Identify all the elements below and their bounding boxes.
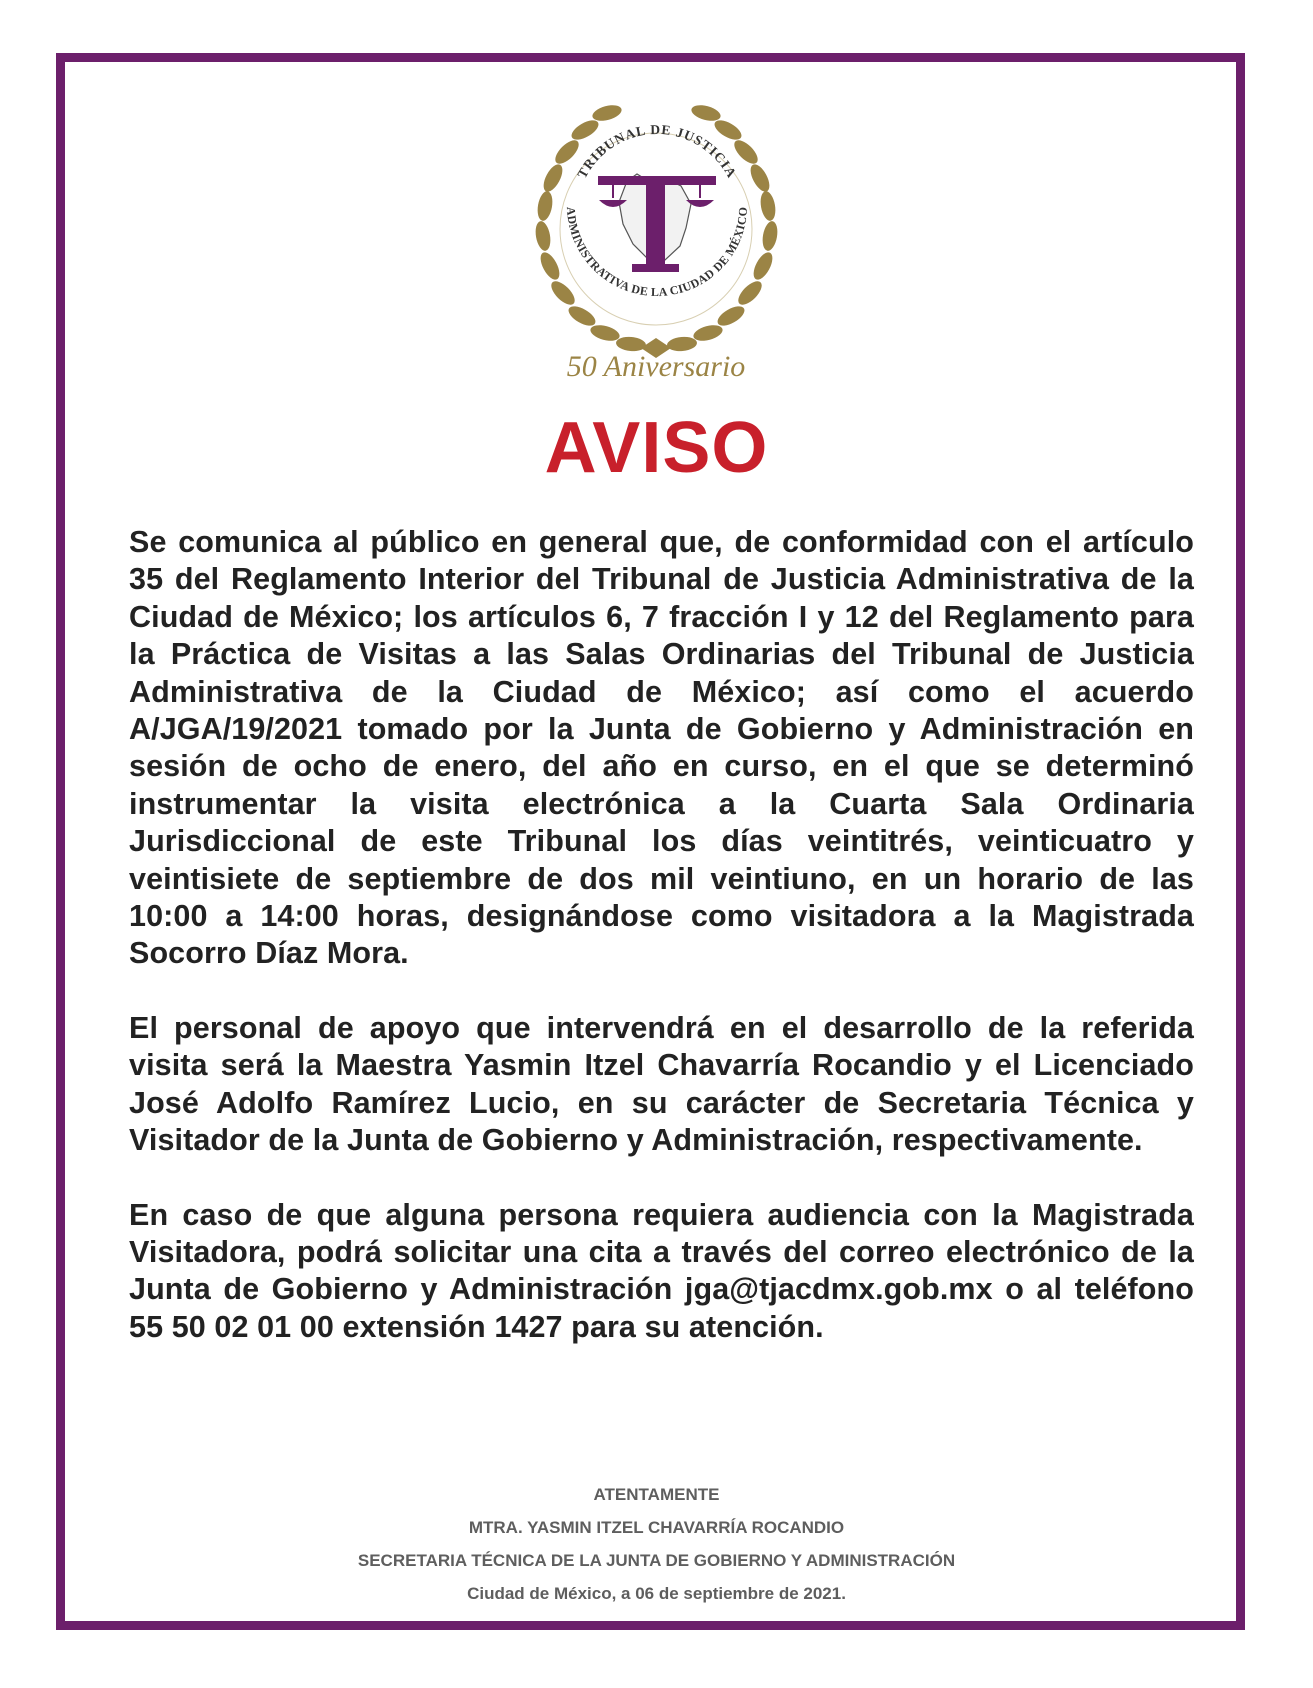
svg-text:TRIBUNAL DE JUSTICIA — [574, 122, 739, 181]
signer-position: SECRETARIA TÉCNICA DE LA JUNTA DE GOBIERNO Y ADMINISTRACIÓN — [357, 1551, 956, 1570]
seal-top-text: TRIBUNAL DE JUSTICIA — [574, 121, 740, 181]
tribunal-seal — [515, 86, 798, 386]
closing-text: ATENTAMENTE — [593, 1485, 720, 1504]
signer-name: MTRA. YASMIN ITZEL CHAVARRÍA ROCANDIO — [468, 1518, 845, 1537]
tribunal-t-emblem-icon — [598, 174, 716, 272]
place-date: Ciudad de México, a 06 de septiembre de 2021. — [467, 1584, 846, 1603]
notice-title: AVISO — [544, 408, 769, 488]
notice-body — [129, 524, 1194, 1383]
paragraph-support-staff: El personal de apoyo que intervendrá en el desarrollo de la referida visita será la Maestra Yasmin Itzel Chavarría Rocandio y el Licenciado José Adolfo Ramírez Lucio, en su carácter de Secretaria Técnica y Visitador de la Junta de Gobierno y Administración, respectivamente. — [129, 1010, 1194, 1158]
seal-bottom-text: ADMINISTRATIVA DE LA CIUDAD DE MÉXICO — [563, 206, 751, 300]
paragraph-legal-basis: Se comunica al público en general que, de conformidad con el artículo 35 del Reglamento Interior del Tribunal de Justicia Administrativa de la Ciudad de México; los artículos 6, 7 fracción I y 12 del Reglamento para la Práctica de Visitas a las Salas Ordinarias del Tribunal de Justicia Administrativa de la Ciudad de México; así como el acuerdo A/JGA/19/2021 tomado por la Junta de Gobierno y Administración en sesión de ocho de enero, del año en curso, en el que se determinó instrumentar la visita electrónica a la Cuarta Sala Ordinaria Jurisdiccional de este Tribunal los días veintitrés, veinticuatro y veintisiete de septiembre de dos mil veintiuno, en un horario de las 10:00 a 14:00 horas, designándose como visitadora a la Magistrada Socorro Díaz Mora. — [129, 525, 1194, 971]
anniversary-text: 50 Aniversario — [566, 350, 746, 383]
paragraph-contact: En caso de que alguna persona requiera audiencia con la Magistrada Visitadora, podrá solicitar una cita a través del correo electrónico de la Junta de Gobierno y Administración jga@tjacdmx.gob.mx o al teléfono 55 50 02 01 00 extensión 1427 para su atención. — [129, 1197, 1194, 1344]
signature-block — [0, 1478, 1313, 1610]
